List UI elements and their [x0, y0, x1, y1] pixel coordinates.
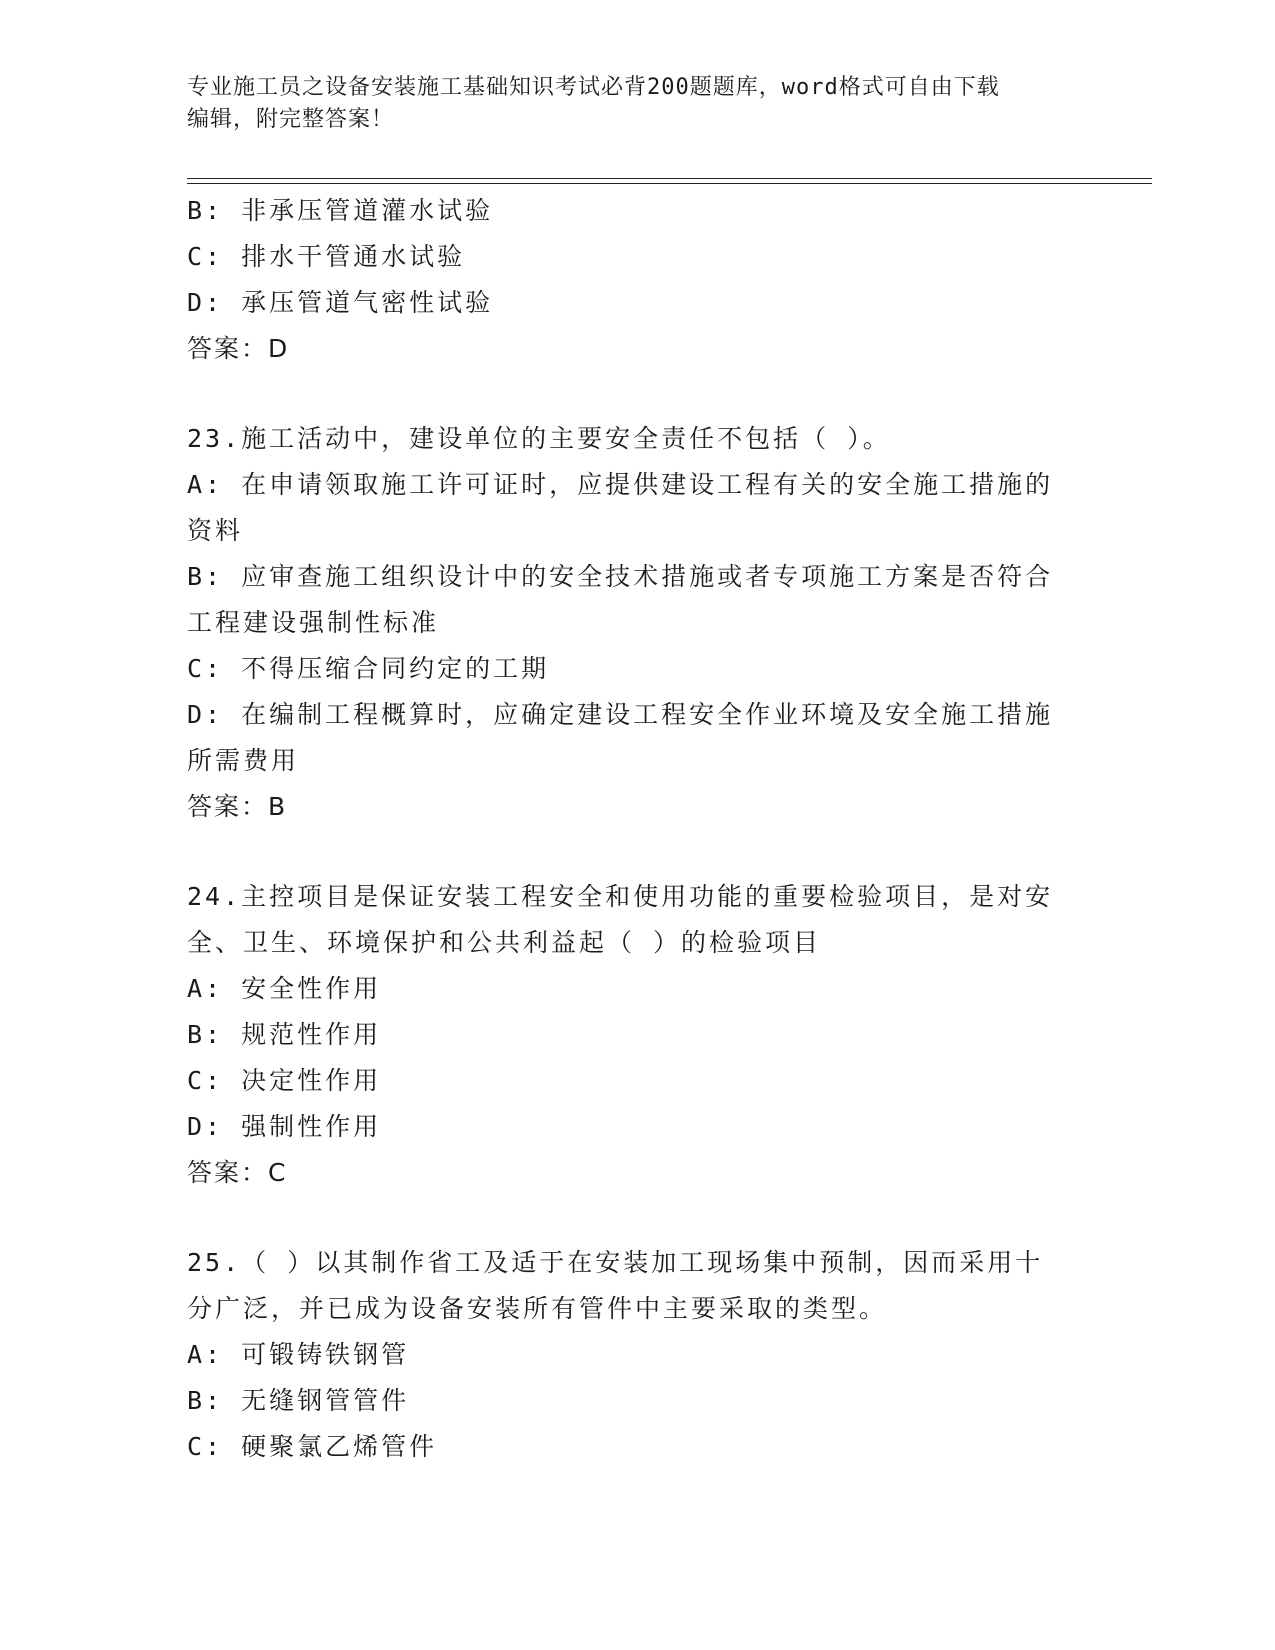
answer: 答案：C	[187, 1158, 288, 1187]
option-c: C: 硬聚氯乙烯管件	[187, 1432, 438, 1461]
option-c: C: 排水干管通水试验	[187, 242, 466, 271]
header-title-line-1: 专业施工员之设备安装施工基础知识考试必背200题题库，word格式可自由下载	[187, 75, 1000, 100]
option-c	[187, 646, 1087, 692]
question-24	[187, 874, 1087, 1196]
page-header	[187, 72, 1067, 136]
header-divider-bottom	[187, 183, 1152, 184]
spacer	[187, 1196, 1087, 1240]
spacer	[187, 830, 1087, 874]
question-22	[187, 188, 1087, 372]
option-a: A: 可锻铸铁钢管	[187, 1340, 410, 1369]
option-d-line-1: D: 在编制工程概算时，应确定建设工程安全作业环境及安全施工措施	[187, 700, 1054, 729]
answer: 答案：B	[187, 792, 288, 821]
question-stem-line-1: 25.（ ）以其制作省工及适于在安装加工现场集中预制，因而采用十	[187, 1248, 1044, 1277]
question-stem: 23.施工活动中，建设单位的主要安全责任不包括（ ）。	[187, 424, 891, 453]
option-b: B: 非承压管道灌水试验	[187, 196, 494, 225]
option-b: B: 无缝钢管管件	[187, 1386, 410, 1415]
option-d-line-2: 所需费用	[187, 746, 300, 775]
question-stem-line-2: 分广泛，并已成为设备安装所有管件中主要采取的类型。	[187, 1294, 888, 1323]
option-d: D: 承压管道气密性试验	[187, 288, 494, 317]
option-a: A: 安全性作用	[187, 974, 382, 1003]
spacer	[187, 372, 1087, 416]
question-stem-line-2: 全、卫生、环境保护和公共利益起（ ）的检验项目	[187, 928, 822, 957]
option-b-line-2: 工程建设强制性标准	[187, 608, 440, 637]
question-stem-line-1: 24.主控项目是保证安装工程安全和使用功能的重要检验项目，是对安	[187, 882, 1054, 911]
option-b-line-1: B: 应审查施工组织设计中的安全技术措施或者专项施工方案是否符合	[187, 562, 1054, 591]
header-title-line-2: 编辑，附完整答案！	[187, 107, 395, 132]
header-divider-top	[187, 178, 1152, 179]
question-list	[187, 188, 1087, 1470]
option-a	[187, 462, 1087, 554]
option-b: B: 规范性作用	[187, 1020, 382, 1049]
option-b	[187, 554, 1087, 646]
option-d	[187, 692, 1087, 784]
option-c-line-1: C: 不得压缩合同约定的工期	[187, 654, 550, 683]
question-23	[187, 416, 1087, 830]
option-a-line-2: 资料	[187, 516, 244, 545]
answer: 答案：D	[187, 334, 290, 363]
option-a-line-1: A: 在申请领取施工许可证时，应提供建设工程有关的安全施工措施的	[187, 470, 1054, 499]
option-c: C: 决定性作用	[187, 1066, 382, 1095]
option-d: D: 强制性作用	[187, 1112, 382, 1141]
question-25	[187, 1240, 1087, 1470]
